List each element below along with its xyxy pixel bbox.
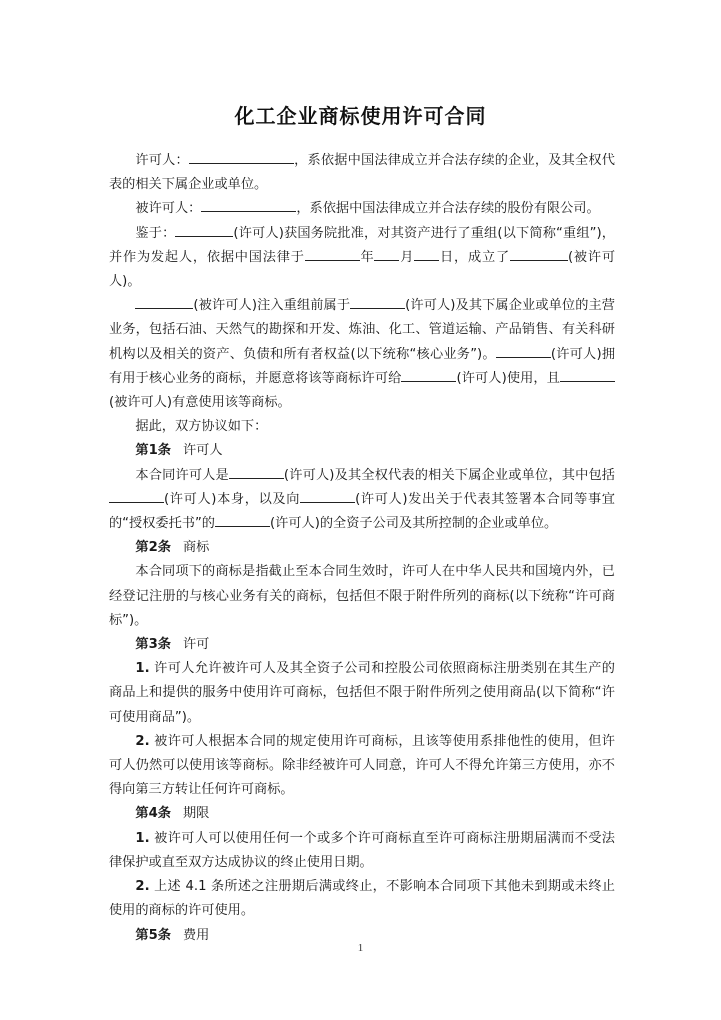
text-span: (许可人)及其下属企业或单位的主营业务，包括石油、天然气的勘探和开发、炼油、化工、管道运输、产品销售、有关科研机构以及相关的资产、负债和所有者权益(以下统称“核心业务”)。: [109, 298, 615, 362]
article-1-heading: [109, 439, 615, 463]
article-number: 第3条: [135, 637, 171, 653]
article-number: 第5条: [135, 927, 171, 943]
text-span: (被许可人)有意使用该等商标。: [109, 395, 291, 411]
article-4-item-2: [109, 875, 615, 923]
blank: [510, 246, 568, 261]
article-1-text: [109, 464, 615, 537]
licensor-blank: [189, 149, 294, 164]
day-blank: [414, 246, 439, 261]
text-span: 年: [359, 249, 375, 265]
whereas-label: 鉴于：: [135, 225, 176, 241]
article-2-text: 本合同项下的商标是指截止至本合同生效时，许可人在中华人民共和国境内外，已经登记注册的与核心业务有关的商标，包括但不限于附件所列的商标(以下统称“许可商标”)。: [109, 564, 615, 628]
licensor-paragraph: [109, 149, 615, 197]
article-heading: 费用: [182, 927, 210, 943]
item-text: 许可人允许被许可人及其全资子公司和控股公司依照商标注册类别在其生产的商品上和提供的服务中使用许可商标，包括但不限于附件所列之使用商品(以下简称“许可使用商品”)。: [109, 661, 615, 725]
item-number: 2.: [135, 879, 150, 895]
document-title: 化工企业商标使用许可合同: [234, 104, 487, 128]
article-heading: 期限: [182, 806, 210, 822]
text-span: (许可人)及其全权代表的相关下属企业或单位，其中包括: [283, 467, 615, 483]
item-text: 被许可人根据本合同的规定使用许可商标，且该等使用系排他性的使用，但许可人仍然可以使用该等商标。除非经被许可人同意，许可人不得允许第三方使用，亦不得向第三方转让任何许可商标。: [109, 733, 615, 798]
article-heading: 许可: [182, 637, 210, 653]
article-4-item-1: [109, 827, 615, 875]
blank: [350, 294, 405, 309]
licensee-paragraph: [109, 197, 615, 221]
text-span: (被许可人)注入重组前属于: [193, 298, 351, 314]
blank: [215, 512, 270, 527]
text-span: (许可人)使用，且: [456, 370, 561, 386]
item-number: 1.: [135, 830, 150, 846]
text-span: (被许可人)。: [109, 249, 616, 290]
article-4-heading: [109, 802, 615, 826]
year-blank: [305, 246, 360, 261]
article-2-heading: [109, 536, 615, 560]
page-number: 1: [357, 942, 364, 954]
text-span: (许可人)获国务院批准，对其资产进行了重组(以下简称“重组”)，并作为发起人，依据中国法律于: [109, 225, 615, 265]
text-span: (许可人)拥有用于核心业务的商标，并愿意将该等商标许可给: [109, 346, 616, 386]
licensee-label: 被许可人：: [135, 201, 202, 217]
text-span: 本合同许可人是: [135, 467, 229, 483]
licensee-blank: [201, 197, 296, 212]
blank: [135, 294, 193, 309]
licensee-text: ，系依据中国法律成立并合法存续的股份有限公司。: [296, 201, 600, 217]
article-3-item-2: [109, 730, 615, 803]
text-span: 日，成立了: [439, 249, 510, 265]
blank: [401, 367, 456, 382]
blank: [109, 488, 164, 503]
blank: [496, 343, 551, 358]
article-number: 第1条: [135, 443, 171, 459]
blank: [560, 367, 615, 382]
article-heading: 许可人: [182, 443, 223, 459]
month-blank: [374, 246, 399, 261]
item-text: 上述 4.1 条所述之注册期后满或终止，不影响本合同项下其他未到期或未终止使用的商标的许可使用。: [109, 879, 615, 919]
text-span: (许可人)的全资子公司及其所控制的企业或单位。: [269, 516, 558, 532]
article-heading: 商标: [182, 540, 210, 556]
article-number: 第4条: [135, 806, 171, 822]
article-3-heading: [109, 633, 615, 657]
document-body: [109, 149, 615, 948]
blank: [300, 488, 355, 503]
text-span: (许可人)发出关于代表其签署本合同等事宜的“授权委托书”的: [109, 491, 615, 532]
licensor-text: ，系依据中国法律成立并合法存续的企业，及其全权代表的相关下属企业或单位。: [109, 153, 615, 193]
licensor-label: 许可人：: [135, 153, 189, 168]
item-number: 2.: [135, 733, 150, 749]
blank: [229, 464, 284, 479]
agreement-intro: 据此，双方协议如下：: [135, 419, 268, 435]
item-number: 1.: [135, 661, 150, 677]
text-span: 月: [399, 249, 415, 265]
core-business-paragraph: [109, 294, 615, 415]
blank: [175, 222, 233, 237]
item-text: 被许可人可以使用任何一个或多个许可商标直至许可商标注册期届满而不受法律保护或直至双方达成协议的终止使用日期。: [109, 830, 615, 870]
article-number: 第2条: [135, 540, 171, 556]
article-3-item-1: [109, 657, 615, 730]
text-span: (许可人)本身，以及向: [164, 491, 301, 507]
whereas-paragraph: [109, 222, 615, 295]
